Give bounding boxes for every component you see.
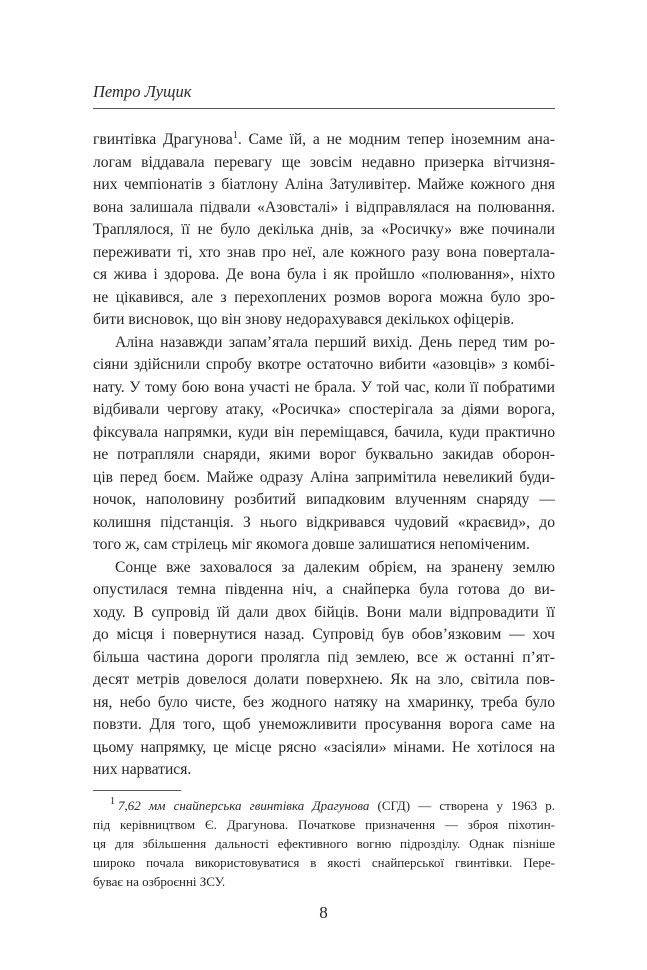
footnote-ref: 1 (232, 130, 238, 141)
text-line: ня, небо було чисте, без жодного натяку на хмаринку, треба було (93, 693, 555, 711)
text-line: бити висновок, що він знову недорахувався декількох офіцерів. (93, 311, 515, 328)
footnote-line: буває на озброєнні ЗСУ. (93, 873, 226, 889)
text-line: логам віддавала перевагу ще зовсім недавно призерка вітчизня- (93, 153, 555, 171)
text-line: опустилася темна південна ніч, а снайперка була готова до ви- (93, 581, 555, 598)
text-line: ходу. В супровід їй дали двох бійців. Вони мали відпровадити її (93, 603, 555, 621)
text-line: переживати ті, хто знав про неї, але кожного разу вона повертала- (93, 243, 555, 261)
text-line: ців перед боєм. Майже одразу Аліна запримітила невеликий буди- (93, 468, 555, 486)
text-line: них нарватися. (93, 761, 192, 778)
page-number: 8 (319, 902, 328, 922)
text-line: них чемпіонатів з біатлону Аліна Затуливітер. Майже кожного дня (93, 176, 555, 193)
text-line: не цікавився, але з перехоплених розмов ворога можна було зро- (93, 288, 555, 306)
text-line: цьому напрямку, це місце рясно «засіяли» мінами. Не хотілося на (93, 738, 555, 756)
footnote-number: 1 (110, 795, 115, 807)
text-line: фіксувала напрямки, куди він переміщався, бачила, куди практично (93, 423, 555, 441)
text-line: того ж, сам стрілець міг якомога довше залишатися непоміченим. (93, 536, 530, 553)
text-line: до місця і повернутися назад. Супровід був обов’язковим — хоч (93, 626, 555, 643)
footnote-line: ця для збільшення дальності ефективного вогню підрозділу. Однак пізніше (93, 835, 555, 851)
text-line: ся жива і здорова. Де вона була і як пройшло «полювання», ніхто (93, 266, 555, 283)
text-line: сіяни здійснили спробу вкотре остаточно вибити «азовців» з комбі- (93, 356, 555, 373)
text-line: колишня підстанція. З нього відкривався чудовий «краєвид», до (93, 513, 555, 531)
text-line: Траплялося, її не було декілька днів, за «Росичку» вже починали (93, 221, 555, 238)
text-line: Аліна назавжди запам’ятала перший вихід. День перед тим ро- (115, 333, 555, 351)
text-line: відбивали чергову атаку, «Росичка» спостерігала за діями ворога, (93, 401, 555, 418)
text-line: вона залишала підвали «Азовсталі» і відправлялася на полювання. (93, 198, 555, 216)
text-line: Сонце вже заховалося за далеким обрієм, на зранену землю (115, 558, 555, 576)
running-head: Петро Лущик (93, 82, 192, 101)
text-line: більша частина дороги пролягла під землею, все ж останні п’ят- (93, 648, 555, 666)
footnote-line: широко почала використовуватися в якості снайперської гвинтівки. Пере- (93, 854, 555, 870)
footnote-rule (93, 790, 181, 791)
text-line: гвинтівка Драгунова$^1$. Саме їй, а не модним тепер іноземним ана- (93, 130, 555, 148)
text-line: нату. У тому бою вона участі не брала. У той час, коли її побратими (93, 378, 555, 396)
header-rule (93, 108, 555, 109)
text-line: повзти. Для того, щоб унеможливити просування ворога саме на (93, 716, 555, 733)
text-line: ночок, наполовину розбитий випадковим влученням снаряду — (93, 491, 555, 508)
text-line: не потрапляли снаряди, якими ворог буквально закидав оборон- (93, 446, 555, 463)
text-line: десят метрів довелося долати поверхнею. Як на зло, світила пов- (93, 671, 555, 688)
footnote-line: під керівництвом Є. Драгунова. Початкове призначення — зброя піхотин- (93, 816, 555, 832)
footnote-line: 1 7,62 мм снайперська гвинтівка Драгунова (СГД) — створена у 1963 р. (118, 796, 555, 815)
